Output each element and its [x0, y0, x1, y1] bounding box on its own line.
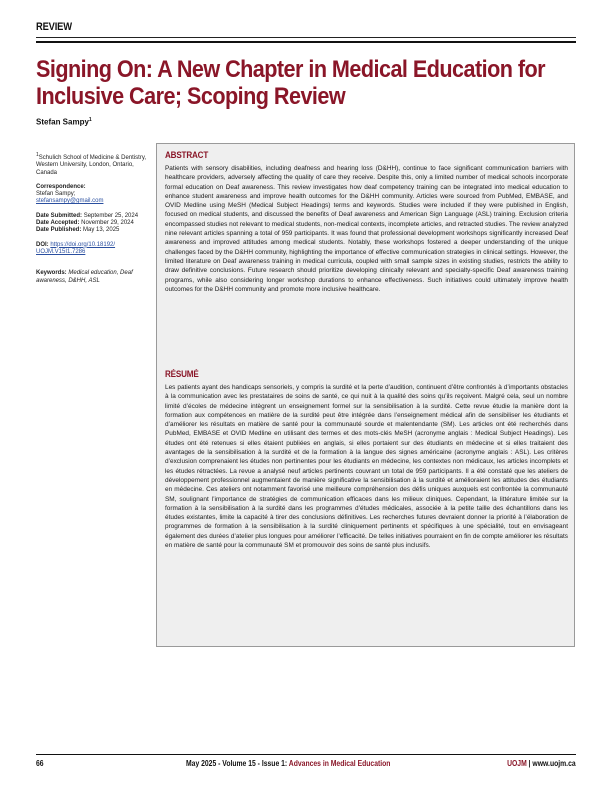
date-published-value: May 13, 2025	[83, 227, 120, 234]
abstract-box	[156, 143, 575, 647]
resume-heading: RÉSUMÉ	[165, 369, 199, 379]
journal-separator: |	[527, 759, 533, 768]
article-metadata-sidebar	[36, 152, 154, 292]
footer-rule	[36, 754, 576, 755]
correspondence-name: Stefan Sampy;	[36, 191, 76, 198]
journal-abbreviation: UOJM	[507, 759, 528, 768]
author-line	[36, 117, 92, 127]
keywords-label: Keywords:	[36, 270, 67, 277]
date-accepted	[36, 220, 154, 227]
affiliation-text: Schulich School of Medicine & Dentistry, Western University, London, Ontario, Canada	[36, 155, 147, 176]
doi-link-line-2: UOJM.V15I1.7286	[36, 248, 86, 255]
header-rule-thin	[36, 37, 576, 38]
affiliation-marker: 1	[36, 152, 39, 158]
author-affiliation-marker: 1	[88, 117, 92, 123]
section-label: REVIEW	[36, 21, 72, 33]
article-title	[36, 56, 546, 110]
doi-label: DOI:	[36, 241, 49, 248]
date-submitted-label: Date Submitted:	[36, 212, 83, 219]
date-accepted-value: November 29, 2024	[81, 220, 134, 227]
keywords-value: Medical education, Deaf awareness, D&HH, ASL	[36, 270, 133, 284]
date-submitted	[36, 213, 154, 220]
date-accepted-label: Date Accepted:	[36, 220, 80, 227]
page-number: 66	[36, 759, 44, 768]
resume-text: Les patients ayant des handicaps sensoriels, y compris la surdité et la perte d’audition, continuent d’être confrontés à d’importants obstacles à la communication avec les prestataires de soins de santé, ce qui nuit à la qualité des soins qu’ils reçoivent. Malgré cela, seul un nombre limité d’écoles de médecine intègrent un enseignement formel sur la sensibilisation à la surdité. Cette revue étudie la manière dont la formation aux compétences en matière de la surdité peut être intégrée dans l’enseignement médical afin de sensibiliser les étudiants et d’améliorer les résultats en matière de santé pour la communauté sourde et malentendante (SM). Les articles ont été recherchés dans PubMed, EMBASE et OVID Medline en utilisant des termes et des mots-clés MeSH (acronyme anglais : Medical Subject Headings). Les études ont été retenues si elles étaient publiées en anglais, si elles portaient sur des étudiants en médecine et si elles traitaient des avantages de la sensibilisation à la surdité et de la formation à la langue des signes américaine (acronyme anglais : ASL). Les critères d’exclusion comprenaient les études non pertinentes pour les étudiants en médecine, les contextes non médicaux, les articles incomplets et les études rétractées. La revue a analysé neuf articles pertinents couvrant un total de 959 participants. Il a été constaté que les ateliers de développement professionnel augmentaient de manière significative la sensibilisation à la surdité et amélioraient les attitudes des étudiants en médecine. Ces ateliers ont notamment favorisé une meilleure compréhension des défis uniques auxquels est confrontée la communauté SM, soulignant l’importance de stratégies de communication efficaces dans les milieux cliniques. Cependant, la littérature limitée sur la formation à la sensibilisation à la surdité dans les programmes d’études médicales, associée à la petite taille des échantillons dans les études existantes, limite la capacité à tirer des conclusions définitives. Les recherches futures devraient donner la priorité à l’élaboration de programmes de formation à la sensibilisation à la surdité cliniquement pertinents et spécifiques à une spécialité, tout en envisageant également des durées d’atelier plus longues pour améliorer l’efficacité. De telles initiatives pourraient en fin de compte améliorer les résultats en matière de santé pour la communauté SM et promouvoir des soins de santé plus inclusifs.	[165, 384, 568, 550]
journal-info	[507, 759, 576, 768]
correspondence-label: Correspondence:	[36, 183, 86, 190]
doi-link-line-1: https://doi.org/10.18192/	[50, 241, 116, 248]
doi	[36, 242, 154, 257]
date-published	[36, 227, 154, 234]
journal-website-link[interactable]: www.uojm.ca	[532, 759, 576, 768]
issue-info	[186, 759, 390, 768]
correspondence	[36, 184, 154, 206]
abstract-text: Patients with sensory disabilities, including deafness and hearing loss (D&HH), continue to face significant communication barriers with healthcare providers, adversely affecting the quality of care they receive. Despite this, only a limited number of medical schools incorporate formal education on Deaf awareness. This review investigates how deaf competency training can be integrated into medical education to enhance student awareness and improve health outcomes for the D&HH community. Articles were sourced from PubMed, EMBASE, and OVID Medline using MeSH (Medical Subject Headings) terms and keywords. Studies were included if they were published in English, focused on medical students, and discussed the benefits of Deaf awareness and American Sign Language (ASL) training. Exclusion criteria encompassed studies not relevant to medical students, non-medical contexts, incomplete articles, and retracted studies. The review analyzed nine relevant articles spanning a total of 959 participants. It was found that professional development workshops significantly increased Deaf awareness and improved attitudes among medical students. Notably, these workshops fostered a deeper understanding of the unique challenges faced by the D&HH community, highlighting the importance of effective communication strategies in clinical settings. However, the limited literature on Deaf awareness training in medical curricula, coupled with small sample sizes in existing studies, restricts the ability to draw definitive conclusions. Future research should prioritize developing clinically relevant and specialty-specific Deaf awareness training programs, while also considering longer workshop durations to enhance effectiveness. Such initiatives could ultimately improve health outcomes for the D&HH community and promote more inclusive healthcare.	[165, 165, 568, 293]
issue-prefix: May 2025 - Volume 15 - Issue 1:	[186, 759, 289, 768]
abstract-heading: ABSTRACT	[165, 150, 209, 160]
date-published-label: Date Published:	[36, 227, 82, 234]
title-line-2: Inclusive Care; Scoping Review	[36, 83, 346, 110]
title-line-1: Signing On: A New Chapter in Medical Education for	[36, 56, 546, 83]
author-name: Stefan Sampy	[36, 117, 89, 127]
header-rule-thick	[36, 41, 576, 43]
issue-theme: Advances in Medical Education	[288, 759, 391, 768]
affiliation	[36, 152, 154, 177]
correspondence-email-link[interactable]: stefansampy@gmail.com	[36, 198, 104, 205]
keywords	[36, 270, 154, 285]
date-submitted-value: September 25, 2024	[83, 212, 139, 219]
dates	[36, 213, 154, 235]
